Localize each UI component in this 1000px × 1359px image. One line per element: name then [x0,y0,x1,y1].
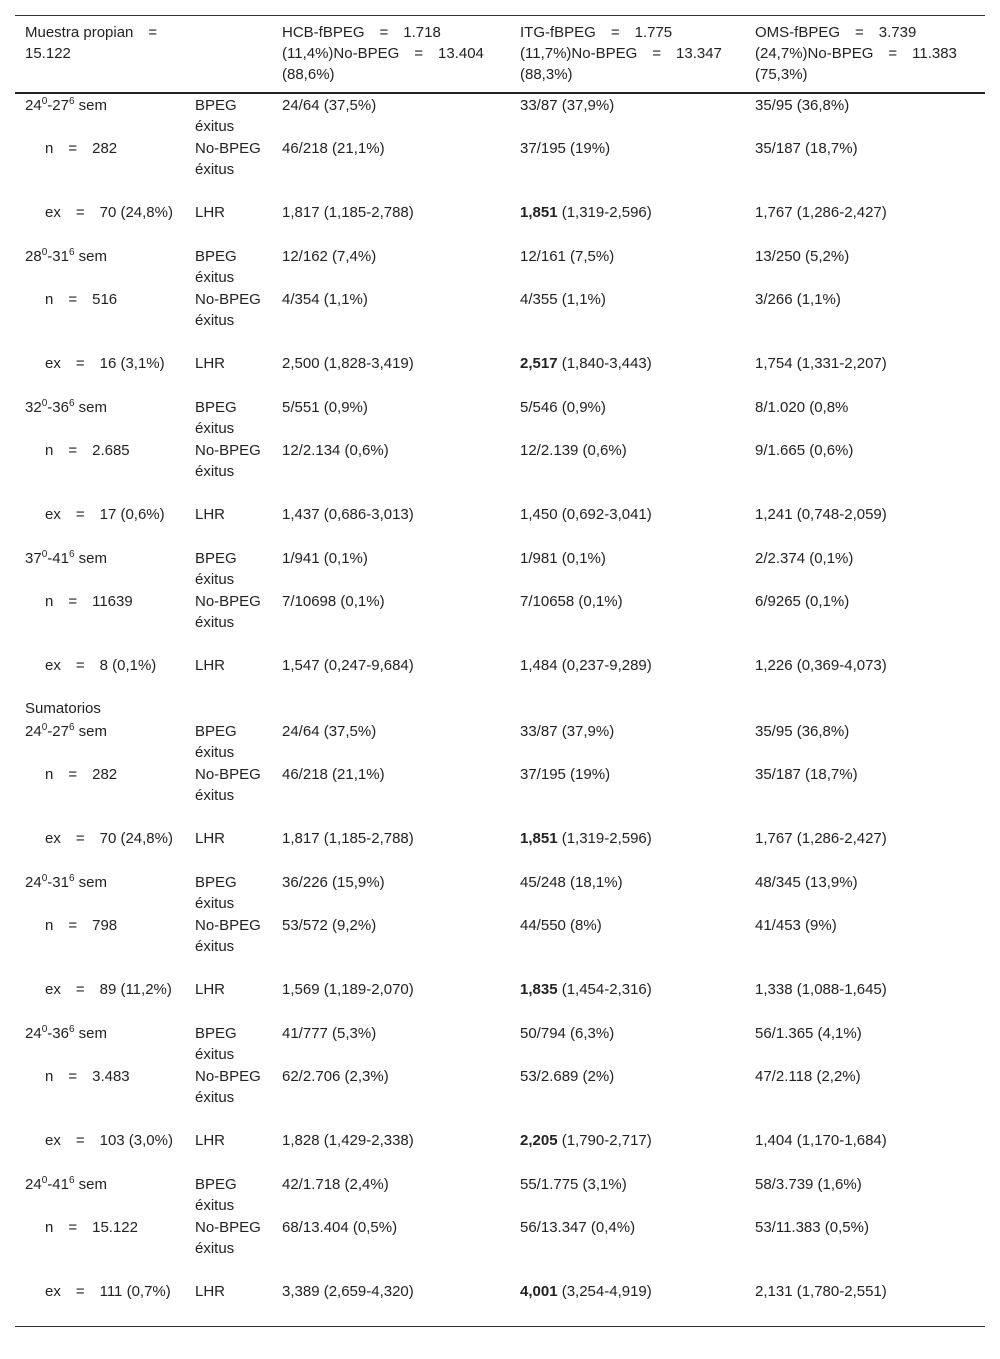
deaths-count: ex = 111 (0,7%) [15,1281,185,1327]
table-row [15,504,985,547]
bpeg-value: 35/95 (36,8%) [755,723,850,740]
week-range: $37^0-41^6$ sem [25,549,108,567]
lhr-value: 1,767 (1,286-2,427) [755,204,887,221]
week-range: $24^0-27^6$ sem [25,722,108,740]
week-range: $24^0-31^6$ sem [25,873,108,891]
lhr-value: 3,389 (2,659-4,320) [272,1281,510,1327]
bpeg-value: 56/1.365 (4,1%) [755,1025,862,1042]
lhr-value: 1,767 (1,286-2,427) [755,830,887,847]
bpeg-value: 41/777 (5,3%) [282,1025,377,1042]
nobpeg-value: 6/9265 (0,1%) [755,593,850,610]
nobpeg-value: 41/453 (9%) [755,917,837,934]
row-type-label: BPEG éxitus [195,1025,237,1063]
lhr-value: 1,450 (0,692-3,041) [520,506,652,523]
row-type-label: LHR [195,204,226,221]
bpeg-value: 2/2.374 (0,1%) [755,550,854,567]
header-oms: OMS-fBPEG = 3.739 (24,7%)No-BPEG = 11.383 (75,3%) [755,24,957,83]
nobpeg-value: 12/2.134 (0,6%) [282,442,389,459]
sample-size: n = 282 [45,766,118,783]
row-type-label: BPEG éxitus [195,550,237,588]
lhr-value: 1,828 (1,429-2,338) [282,1132,414,1149]
bpeg-value: 5/546 (0,9%) [520,399,606,416]
header-hcb: HCB-fBPEG = 1.718 (11,4%)No-BPEG = 13.404 (88,6%) [282,24,484,83]
sample-size: n = 11639 [45,593,133,610]
nobpeg-value: 62/2.706 (2,3%) [282,1068,389,1085]
header-sample: Muestra propian = 15.122 [25,24,173,62]
header-itg: ITG-fBPEG = 1.775 (11,7%)No-BPEG = 13.347 (88,3%) [520,24,722,83]
lhr-value: 1,835 (1,454-2,316) [520,981,652,998]
bpeg-value: 1/941 (0,1%) [282,550,368,567]
row-type-label: BPEG éxitus [195,874,237,912]
row-type-label: LHR [195,981,226,998]
table-row [15,1022,985,1066]
lhr-value: 1,547 (0,247-9,684) [282,657,414,674]
table-row [15,1281,985,1327]
nobpeg-value: 46/218 (21,1%) [282,140,385,157]
bpeg-value: 24/64 (37,5%) [282,723,377,740]
nobpeg-value: 53/572 (9,2%) [282,917,377,934]
header-row [15,16,985,94]
nobpeg-value: 35/187 (18,7%) [755,140,858,157]
table-row [15,202,985,245]
nobpeg-value: 37/195 (19%) [520,766,611,783]
table-row [15,655,985,698]
lhr-value: 2,205 (1,790-2,717) [520,1132,652,1149]
lhr-value: 1,817 (1,185-2,788) [282,830,414,847]
lhr-value: 1,569 (1,189-2,070) [282,981,414,998]
table-row [15,1173,985,1217]
deaths-count: ex = 17 (0,6%) [45,506,165,523]
bpeg-value: 48/345 (13,9%) [755,874,858,891]
lhr-value: 1,851 (1,319-2,596) [520,204,652,221]
lhr-value: 1,226 (0,369-4,073) [755,657,887,674]
row-type-label: LHR [195,355,226,372]
week-range: $32^0-36^6$ sem [25,398,108,416]
lhr-value: 2,131 (1,780-2,551) [745,1281,985,1327]
deaths-count: ex = 89 (11,2%) [45,981,172,998]
table-row [15,915,985,979]
bpeg-value: 13/250 (5,2%) [755,248,850,265]
nobpeg-value: 9/1.665 (0,6%) [755,442,854,459]
nobpeg-value: 44/550 (8%) [520,917,602,934]
lhr-value: 1,437 (0,686-3,013) [282,506,414,523]
sample-size: n = 516 [45,291,118,308]
row-type-label: LHR [195,1132,226,1149]
row-type-label: No-BPEG éxitus [195,1219,261,1257]
table-body [15,93,985,1327]
deaths-count: ex = 8 (0,1%) [45,657,157,674]
table-row [15,440,985,504]
lhr-value: 1,241 (0,748-2,059) [755,506,887,523]
row-type-label: No-BPEG éxitus [195,593,261,631]
row-type-label: No-BPEG éxitus [195,1068,261,1106]
nobpeg-value: 4/355 (1,1%) [520,291,606,308]
bpeg-value: 35/95 (36,8%) [755,97,850,114]
row-type-label: LHR [195,657,226,674]
bpeg-value: 5/551 (0,9%) [282,399,368,416]
sample-size: n = 2.685 [45,442,130,459]
lhr-value: 1,404 (1,170-1,684) [755,1132,887,1149]
lhr-value: 2,500 (1,828-3,419) [282,355,414,372]
table-row [15,353,985,396]
deaths-count: ex = 103 (3,0%) [45,1132,173,1149]
nobpeg-value: 35/187 (18,7%) [755,766,858,783]
week-range: $24^0-36^6$ sem [25,1024,108,1042]
row-type-label: BPEG éxitus [195,248,237,286]
row-type-label: LHR [195,506,226,523]
week-range: $24^0-27^6$ sem [25,96,108,114]
bpeg-value: 42/1.718 (2,4%) [282,1176,389,1193]
bpeg-value: 55/1.775 (3,1%) [520,1176,627,1193]
table-row [15,871,985,915]
nobpeg-value: 53/11.383 (0,5%) [755,1219,869,1236]
results-table [15,15,985,1327]
table-row [15,591,985,655]
week-range: $28^0-31^6$ sem [25,247,108,265]
nobpeg-value: 4/354 (1,1%) [282,291,368,308]
header-blank [185,16,272,94]
row-type-label: BPEG éxitus [195,399,237,437]
bpeg-value: 1/981 (0,1%) [520,550,606,567]
row-type-label: BPEG éxitus [195,1176,237,1214]
table-row [15,764,985,828]
table-row [15,396,985,440]
lhr-value: 1,851 (1,319-2,596) [520,830,652,847]
nobpeg-value: 56/13.347 (0,4%) [520,1219,636,1236]
row-type-label: LHR [195,830,226,847]
table-row [15,720,985,764]
bpeg-value: 12/161 (7,5%) [520,248,615,265]
table-row [15,93,985,138]
row-type-label: No-BPEG éxitus [195,140,261,178]
row-type-label: No-BPEG éxitus [195,442,261,480]
row-type-label: BPEG éxitus [195,97,237,135]
table-row [15,245,985,289]
table-row [15,828,985,871]
table-row [15,1066,985,1130]
table-row [15,1130,985,1173]
bpeg-value: 33/87 (37,9%) [520,723,615,740]
sample-size: n = 3.483 [45,1068,130,1085]
lhr-value: 4,001 (3,254-4,919) [510,1281,745,1327]
lhr-value: 1,754 (1,331-2,207) [755,355,887,372]
table-row [15,547,985,591]
row-type-label: No-BPEG éxitus [195,766,261,804]
sample-size: n = 798 [45,917,118,934]
sample-size: n = 282 [45,140,118,157]
bpeg-value: 8/1.020 (0,8% [755,399,849,416]
nobpeg-value: 47/2.118 (2,2%) [755,1068,861,1085]
bpeg-value: 58/3.739 (1,6%) [755,1176,862,1193]
lhr-value: 2,517 (1,840-3,443) [520,355,652,372]
lhr-value: 1,338 (1,088-1,645) [755,981,887,998]
nobpeg-value: 12/2.139 (0,6%) [520,442,627,459]
nobpeg-value: 7/10658 (0,1%) [520,593,623,610]
nobpeg-value: 46/218 (21,1%) [282,766,385,783]
lhr-value: 1,817 (1,185-2,788) [282,204,414,221]
section-label: Sumatorios [25,700,101,717]
lhr-value: 1,484 (0,237-9,289) [520,657,652,674]
nobpeg-value: 7/10698 (0,1%) [282,593,385,610]
deaths-count: ex = 16 (3,1%) [45,355,165,372]
table-row [15,1217,985,1281]
deaths-count: ex = 70 (24,8%) [45,830,173,847]
row-type-label: No-BPEG éxitus [195,917,261,955]
bpeg-value: 36/226 (15,9%) [282,874,385,891]
week-range: $24^0-41^6$ sem [25,1175,108,1193]
nobpeg-value: 3/266 (1,1%) [755,291,841,308]
row-type-label: LHR [185,1281,272,1327]
nobpeg-value: 37/195 (19%) [520,140,611,157]
bpeg-value: 24/64 (37,5%) [282,97,377,114]
row-type-label: BPEG éxitus [195,723,237,761]
nobpeg-value: 53/2.689 (2%) [520,1068,615,1085]
table-row [15,698,985,720]
table-row [15,289,985,353]
sample-size: n = 15.122 [45,1219,138,1236]
bpeg-value: 33/87 (37,9%) [520,97,615,114]
table-row [15,979,985,1022]
bpeg-value: 45/248 (18,1%) [520,874,623,891]
bpeg-value: 50/794 (6,3%) [520,1025,615,1042]
nobpeg-value: 68/13.404 (0,5%) [282,1219,398,1236]
row-type-label: No-BPEG éxitus [195,291,261,329]
deaths-count: ex = 70 (24,8%) [45,204,173,221]
bpeg-value: 12/162 (7,4%) [282,248,377,265]
table-row [15,138,985,202]
